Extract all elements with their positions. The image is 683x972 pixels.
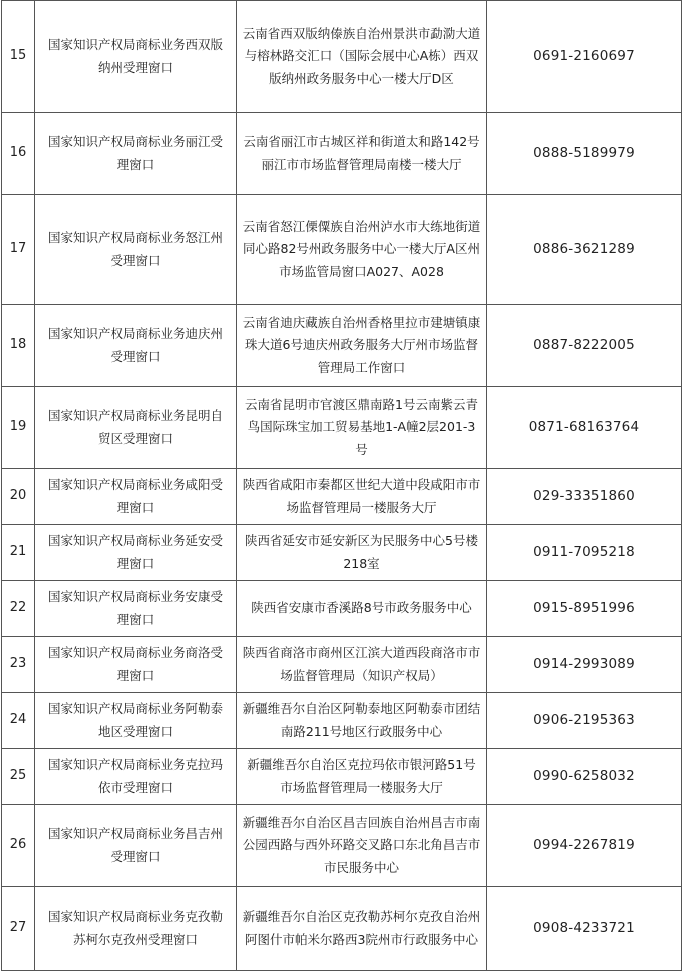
table-row bbox=[2, 469, 682, 525]
window-phone: 0911-7095218 bbox=[487, 525, 682, 581]
table-row bbox=[2, 387, 682, 469]
row-number: 27 bbox=[2, 887, 35, 971]
window-name: 国家知识产权局商标业务安康受理窗口 bbox=[35, 581, 237, 637]
window-name: 国家知识产权局商标业务商洛受理窗口 bbox=[35, 637, 237, 693]
row-number: 21 bbox=[2, 525, 35, 581]
row-number: 25 bbox=[2, 749, 35, 805]
window-address: 新疆维吾尔自治区克孜勒苏柯尔克孜自治州阿图什市帕米尔路西3院州市行政服务中心 bbox=[237, 887, 487, 971]
table-body bbox=[2, 1, 682, 971]
table-row bbox=[2, 195, 682, 305]
window-name: 国家知识产权局商标业务阿勒泰地区受理窗口 bbox=[35, 693, 237, 749]
window-name: 国家知识产权局商标业务丽江受理窗口 bbox=[35, 113, 237, 195]
window-phone: 0994-2267819 bbox=[487, 805, 682, 887]
window-name: 国家知识产权局商标业务西双版纳州受理窗口 bbox=[35, 1, 237, 113]
window-phone: 0888-5189979 bbox=[487, 113, 682, 195]
window-address: 云南省丽江市古城区祥和街道太和路142号丽江市市场监督管理局南楼一楼大厅 bbox=[237, 113, 487, 195]
window-name: 国家知识产权局商标业务昆明自贸区受理窗口 bbox=[35, 387, 237, 469]
window-phone: 0908-4233721 bbox=[487, 887, 682, 971]
table-row bbox=[2, 637, 682, 693]
window-name: 国家知识产权局商标业务迪庆州受理窗口 bbox=[35, 305, 237, 387]
table-row bbox=[2, 305, 682, 387]
table-row bbox=[2, 749, 682, 805]
table-row bbox=[2, 693, 682, 749]
window-name: 国家知识产权局商标业务昌吉州受理窗口 bbox=[35, 805, 237, 887]
table-row bbox=[2, 525, 682, 581]
row-number: 23 bbox=[2, 637, 35, 693]
service-window-table bbox=[1, 0, 682, 971]
window-phone: 0906-2195363 bbox=[487, 693, 682, 749]
window-name: 国家知识产权局商标业务克拉玛依市受理窗口 bbox=[35, 749, 237, 805]
window-address: 云南省西双版纳傣族自治州景洪市勐泐大道与榕林路交汇口（国际会展中心A栋）西双版纳州政务服务中心一楼大厅D区 bbox=[237, 1, 487, 113]
row-number: 18 bbox=[2, 305, 35, 387]
window-name: 国家知识产权局商标业务咸阳受理窗口 bbox=[35, 469, 237, 525]
row-number: 15 bbox=[2, 1, 35, 113]
row-number: 16 bbox=[2, 113, 35, 195]
window-address: 新疆维吾尔自治区克拉玛依市银河路51号市场监督管理局一楼服务大厅 bbox=[237, 749, 487, 805]
window-phone: 0887-8222005 bbox=[487, 305, 682, 387]
row-number: 20 bbox=[2, 469, 35, 525]
row-number: 26 bbox=[2, 805, 35, 887]
window-address: 云南省怒江傈僳族自治州泸水市大练地街道同心路82号州政务服务中心一楼大厅A区州市场监管局窗口A027、A028 bbox=[237, 195, 487, 305]
window-name: 国家知识产权局商标业务延安受理窗口 bbox=[35, 525, 237, 581]
window-phone: 0914-2993089 bbox=[487, 637, 682, 693]
table-row bbox=[2, 113, 682, 195]
window-address: 云南省昆明市官渡区鼎南路1号云南紫云青鸟国际珠宝加工贸易基地1-A幢2层201-3号 bbox=[237, 387, 487, 469]
window-address: 云南省迪庆藏族自治州香格里拉市建塘镇康珠大道6号迪庆州政务服务大厅州市场监督管理局工作窗口 bbox=[237, 305, 487, 387]
window-phone: 0871-68163764 bbox=[487, 387, 682, 469]
table-row bbox=[2, 887, 682, 971]
window-phone: 0886-3621289 bbox=[487, 195, 682, 305]
row-number: 22 bbox=[2, 581, 35, 637]
window-name: 国家知识产权局商标业务怒江州受理窗口 bbox=[35, 195, 237, 305]
window-address: 新疆维吾尔自治区阿勒泰地区阿勒泰市团结南路211号地区行政服务中心 bbox=[237, 693, 487, 749]
row-number: 24 bbox=[2, 693, 35, 749]
window-address: 陕西省咸阳市秦都区世纪大道中段咸阳市市场监督管理局一楼服务大厅 bbox=[237, 469, 487, 525]
window-address: 新疆维吾尔自治区昌吉回族自治州昌吉市南公园西路与西外环路交叉路口东北角昌吉市市民服务中心 bbox=[237, 805, 487, 887]
row-number: 19 bbox=[2, 387, 35, 469]
row-number: 17 bbox=[2, 195, 35, 305]
table-row bbox=[2, 805, 682, 887]
window-phone: 0990-6258032 bbox=[487, 749, 682, 805]
table-row bbox=[2, 581, 682, 637]
window-phone: 0691-2160697 bbox=[487, 1, 682, 113]
window-address: 陕西省安康市香溪路8号市政务服务中心 bbox=[237, 581, 487, 637]
window-address: 陕西省商洛市商州区江滨大道西段商洛市市场监督管理局（知识产权局） bbox=[237, 637, 487, 693]
window-phone: 029-33351860 bbox=[487, 469, 682, 525]
window-name: 国家知识产权局商标业务克孜勒苏柯尔克孜州受理窗口 bbox=[35, 887, 237, 971]
window-phone: 0915-8951996 bbox=[487, 581, 682, 637]
window-address: 陕西省延安市延安新区为民服务中心5号楼218室 bbox=[237, 525, 487, 581]
table-row bbox=[2, 1, 682, 113]
